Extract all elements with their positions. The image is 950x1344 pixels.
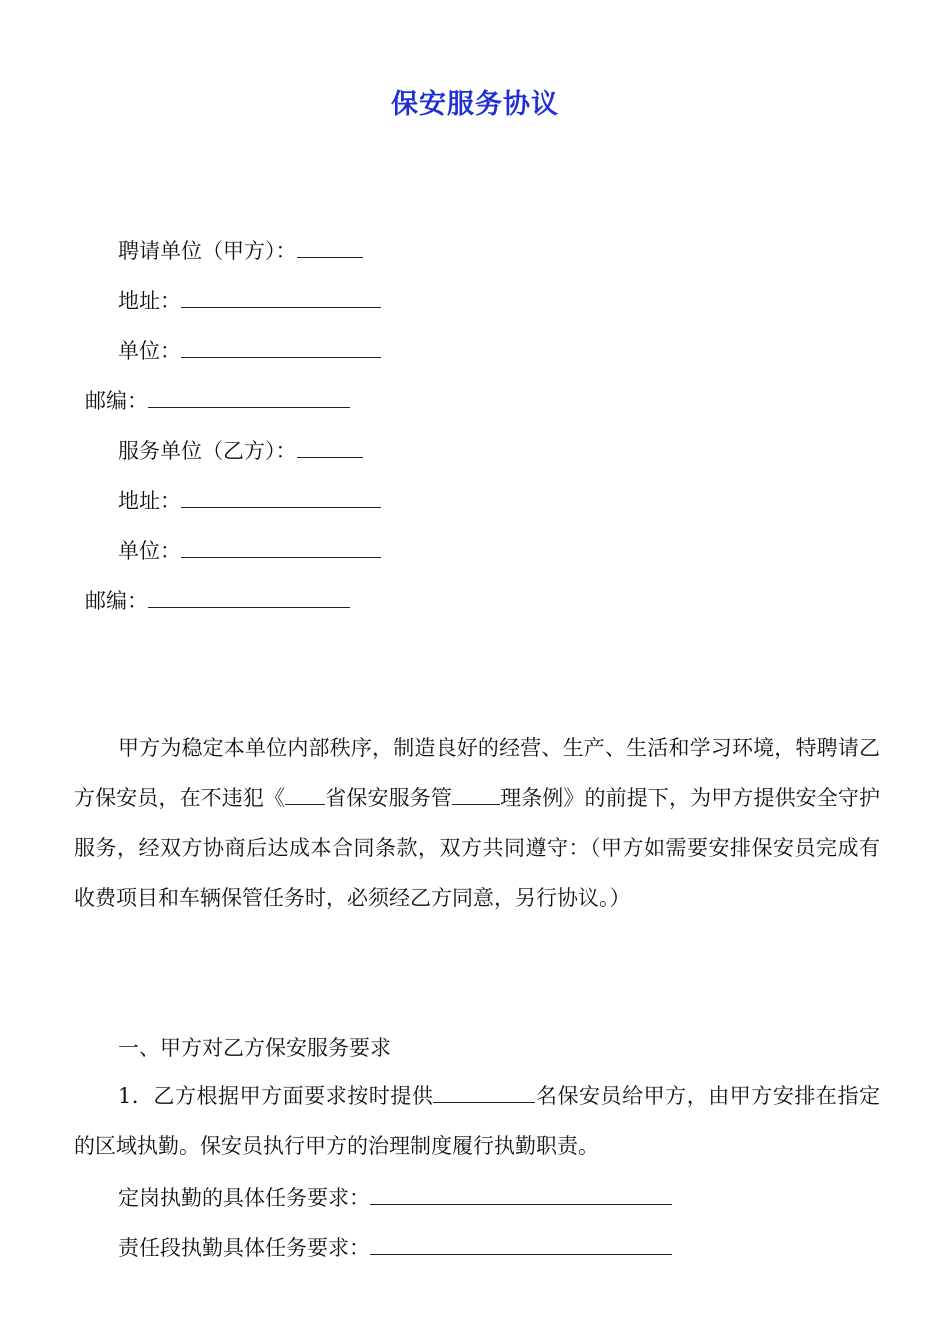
party-b-address-blank[interactable] xyxy=(181,487,381,508)
party-b-postcode-line xyxy=(85,586,350,616)
party-b-unit-line xyxy=(118,536,381,566)
party-b-address-label: 地址： xyxy=(118,489,181,513)
party-a-address-blank[interactable] xyxy=(181,287,381,308)
party-a-unit-line xyxy=(118,336,381,366)
party-a-employer-line xyxy=(118,236,363,266)
page-title: 保安服务协议 xyxy=(391,89,559,120)
zone-duty-blank[interactable] xyxy=(370,1234,672,1255)
preamble-province-blank[interactable] xyxy=(285,784,325,805)
preamble-paragraph xyxy=(74,723,880,923)
preamble-part3: 理条例》的前提下，为甲方提供安全守护服务，经双方协商后达成本合同条款，双方共同遵守：（甲方如需要安排保安员完成有收费项目和车辆保管任务时，必须经乙方同意，另行协议。） xyxy=(74,786,881,910)
section1-item1-part1: 1．乙方根据甲方面要求按时提供 xyxy=(118,1084,434,1108)
party-a-employer-label: 聘请单位（甲方）： xyxy=(118,239,297,263)
party-b-provider-line xyxy=(118,436,363,466)
zone-duty-line xyxy=(118,1233,672,1263)
party-a-address-label: 地址： xyxy=(118,289,181,313)
fixed-post-line xyxy=(118,1183,672,1213)
party-b-provider-label: 服务单位（乙方）： xyxy=(118,439,297,463)
party-b-unit-label: 单位： xyxy=(118,539,181,563)
party-b-address-line xyxy=(118,486,381,516)
party-a-employer-blank[interactable] xyxy=(297,237,363,258)
party-a-postcode-line xyxy=(85,386,350,416)
section1-item1-part2: 名保安员给甲方，由甲方安排在指定的区域执勤。保安员执行甲方的治理制度履行执勤职责。 xyxy=(74,1084,880,1158)
fixed-post-label: 定岗执勤的具体任务要求： xyxy=(118,1186,370,1210)
party-b-postcode-blank[interactable] xyxy=(148,587,350,608)
party-a-postcode-label: 邮编： xyxy=(85,389,148,413)
preamble-part1: 甲方为稳定本单位内部秩序，制造良好的经营、生产、生活和学习环境，特聘请乙方保安员，在不违犯《 xyxy=(74,736,880,810)
party-b-postcode-label: 邮编： xyxy=(85,589,148,613)
party-b-unit-blank[interactable] xyxy=(181,537,381,558)
party-a-unit-blank[interactable] xyxy=(181,337,381,358)
preamble-regulation-blank[interactable] xyxy=(452,784,500,805)
party-a-unit-label: 单位： xyxy=(118,339,181,363)
party-a-address-line xyxy=(118,286,381,316)
section1-item1 xyxy=(74,1071,880,1171)
party-b-provider-blank[interactable] xyxy=(297,437,363,458)
fixed-post-blank[interactable] xyxy=(370,1184,672,1205)
section1-heading: 一、甲方对乙方保安服务要求 xyxy=(118,1036,391,1060)
zone-duty-label: 责任段执勤具体任务要求： xyxy=(118,1236,370,1260)
party-a-postcode-blank[interactable] xyxy=(148,387,350,408)
preamble-part2: 省保安服务管 xyxy=(325,786,452,810)
guard-count-blank[interactable] xyxy=(433,1082,535,1103)
